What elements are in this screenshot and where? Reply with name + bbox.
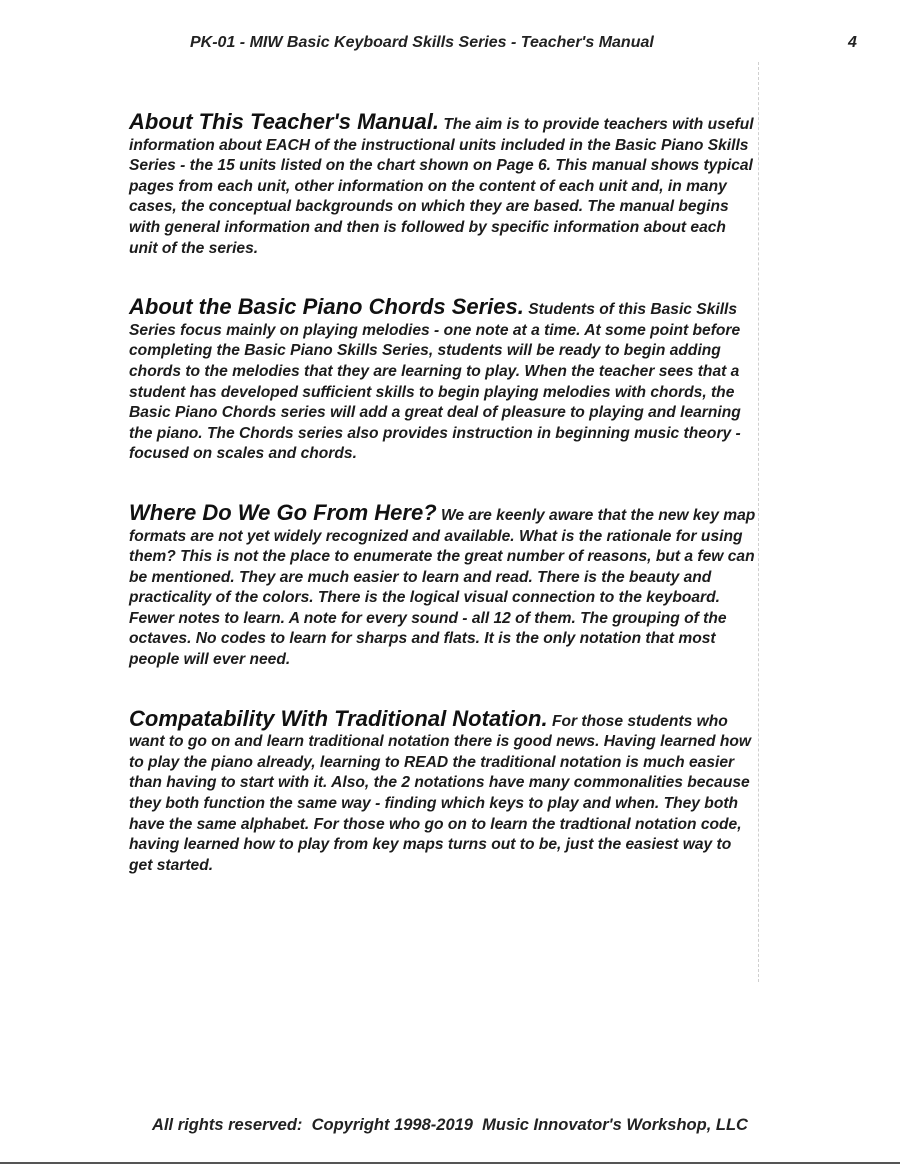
page-header: [0, 34, 900, 56]
section-about-manual: [129, 109, 757, 259]
section-heading: About the Basic Piano Chords Series.: [129, 294, 524, 320]
copyright-notice: All rights reserved: Copyright 1998-2019 Music Innovator's Workshop, LLC: [152, 1116, 748, 1134]
section-about-chords-series: [129, 294, 757, 465]
page-number: 4: [848, 34, 857, 51]
section-text: For those students who want to go on and learn traditional notation there is good news. Having learned how to play the piano already, learning to READ the traditional notation is much easier than having to start with it. Also, the 2 notations have many commonalities because they both function the same way - finding which keys to play and when. They both have the same alphabet. For those who go on to learn the tradtional notation code, having learned how to play from key maps turns out to be, just the easiest way to get started.: [129, 712, 752, 874]
page-footer: [0, 1116, 900, 1135]
section-where-do-we-go: [129, 499, 757, 671]
section-compatability: [129, 705, 757, 877]
section-text: The aim is to provide teachers with useful information about EACH of the instructional units included in the Basic Piano Skills Series - the 15 units listed on the chart shown on Page 6. This manual shows typical pages from each unit, other information on the content of each unit and, in many cases, the conceptual backgrounds on which they are based. The manual begins with general information and then is followed by specific information about each unit of the series.: [129, 116, 754, 257]
margin-rule: [758, 62, 759, 982]
document-title: PK-01 - MIW Basic Keyboard Skills Series - Teacher's Manual: [190, 34, 654, 51]
section-text: Students of this Basic Skills Series focus mainly on playing melodies - one note at a time. At some point before completing the Basic Piano Skills Series, students will be ready to begin adding chords to the melodies that they are learning to play. When the teacher sees that a student has developed sufficient skills to begin playing melodies with chords, the Basic Piano Chords series will add a great deal of pleasure to playing and learning the piano. The Chords series also provides instruction in beginning music theory - focused on scales and chords.: [129, 301, 741, 463]
page-body: [129, 109, 757, 876]
section-text: We are keenly aware that the new key map formats are not yet widely recognized and available. What is the rationale for using them? This is not the place to enumerate the great number of reasons, but a few can be mentioned. They are much easier to learn and read. There is the beauty and practicality of the colors. There is the logical visual connection to the keyboard. Fewer notes to learn. A note for every sound - all 12 of them. The grouping of the octaves. No codes to learn for sharps and flats. It is the only notation that most people will ever need.: [129, 506, 756, 669]
section-heading: Where Do We Go From Here?: [129, 499, 437, 525]
section-heading: Compatability With Traditional Notation.: [129, 705, 548, 731]
section-heading: About This Teacher's Manual.: [129, 109, 440, 134]
